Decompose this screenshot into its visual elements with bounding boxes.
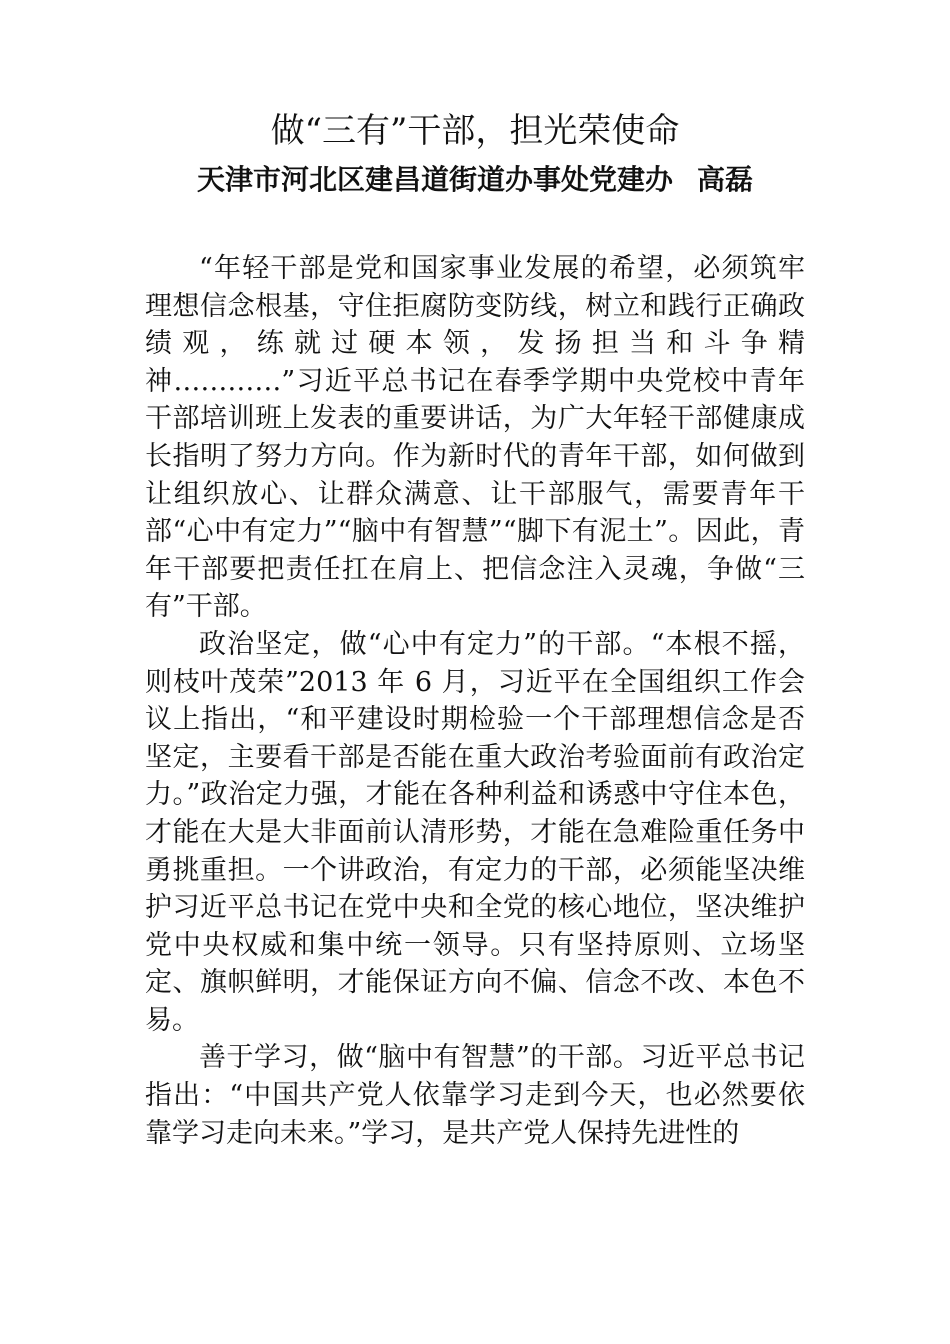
document-title: 做“三有”干部，担光荣使命 [270, 111, 680, 151]
paragraph: 政治坚定，做“心中有定力”的干部。“本根不摇，则枝叶茂荣”2013 年 6 月，习近平在全国组织工作会议上指出，“和平建设时期检验一个干部理想信念是否坚定，主要看干部是否能在重大政治考验面前有政治定力。”政治定力强，才能在各种利益和诱惑中守住本色，才能在大是大非面前认清形势，才能在急难险重任务中勇挑重担。一个讲政治，有定力的干部，必须能坚决维护习近平总书记在党中央和全党的核心地位，坚决维护党中央权威和集中统一领导。只有坚持原则、立场坚定、旗帜鲜明，才能保证方向不偏、信念不改、本色不易。 [145, 628, 805, 1036]
author-organization: 天津市河北区建昌道街道办事处党建办 [196, 163, 673, 196]
document-body [145, 250, 805, 1152]
paragraph: “年轻干部是党和国家事业发展的希望，必须筑牢理想信念根基，守住拒腐防变防线，树立和践行正确政绩观，练就过硬本领，发扬担当和斗争精神…………”习近平总书记在春季学期中央党校中青年干部培训班上发表的重要讲话，为广大年轻干部健康成长指明了努力方向。作为新时代的青年干部，如何做到让组织放心、让群众满意、让干部服气，需要青年干部“心中有定力”“脑中有智慧”“脚下有泥土”。因此，青年干部要把责任扛在肩上、把信念注入灵魂，争做“三有”干部。 [145, 253, 805, 623]
author-name: 高磊 [697, 163, 754, 196]
paragraph: 善于学习，做“脑中有智慧”的干部。习近平总书记指出：“中国共产党人依靠学习走到今天，也必然要依靠学习走向未来。”学习，是共产党人保持先进性的 [145, 1042, 805, 1149]
document-subtitle [0, 160, 950, 200]
